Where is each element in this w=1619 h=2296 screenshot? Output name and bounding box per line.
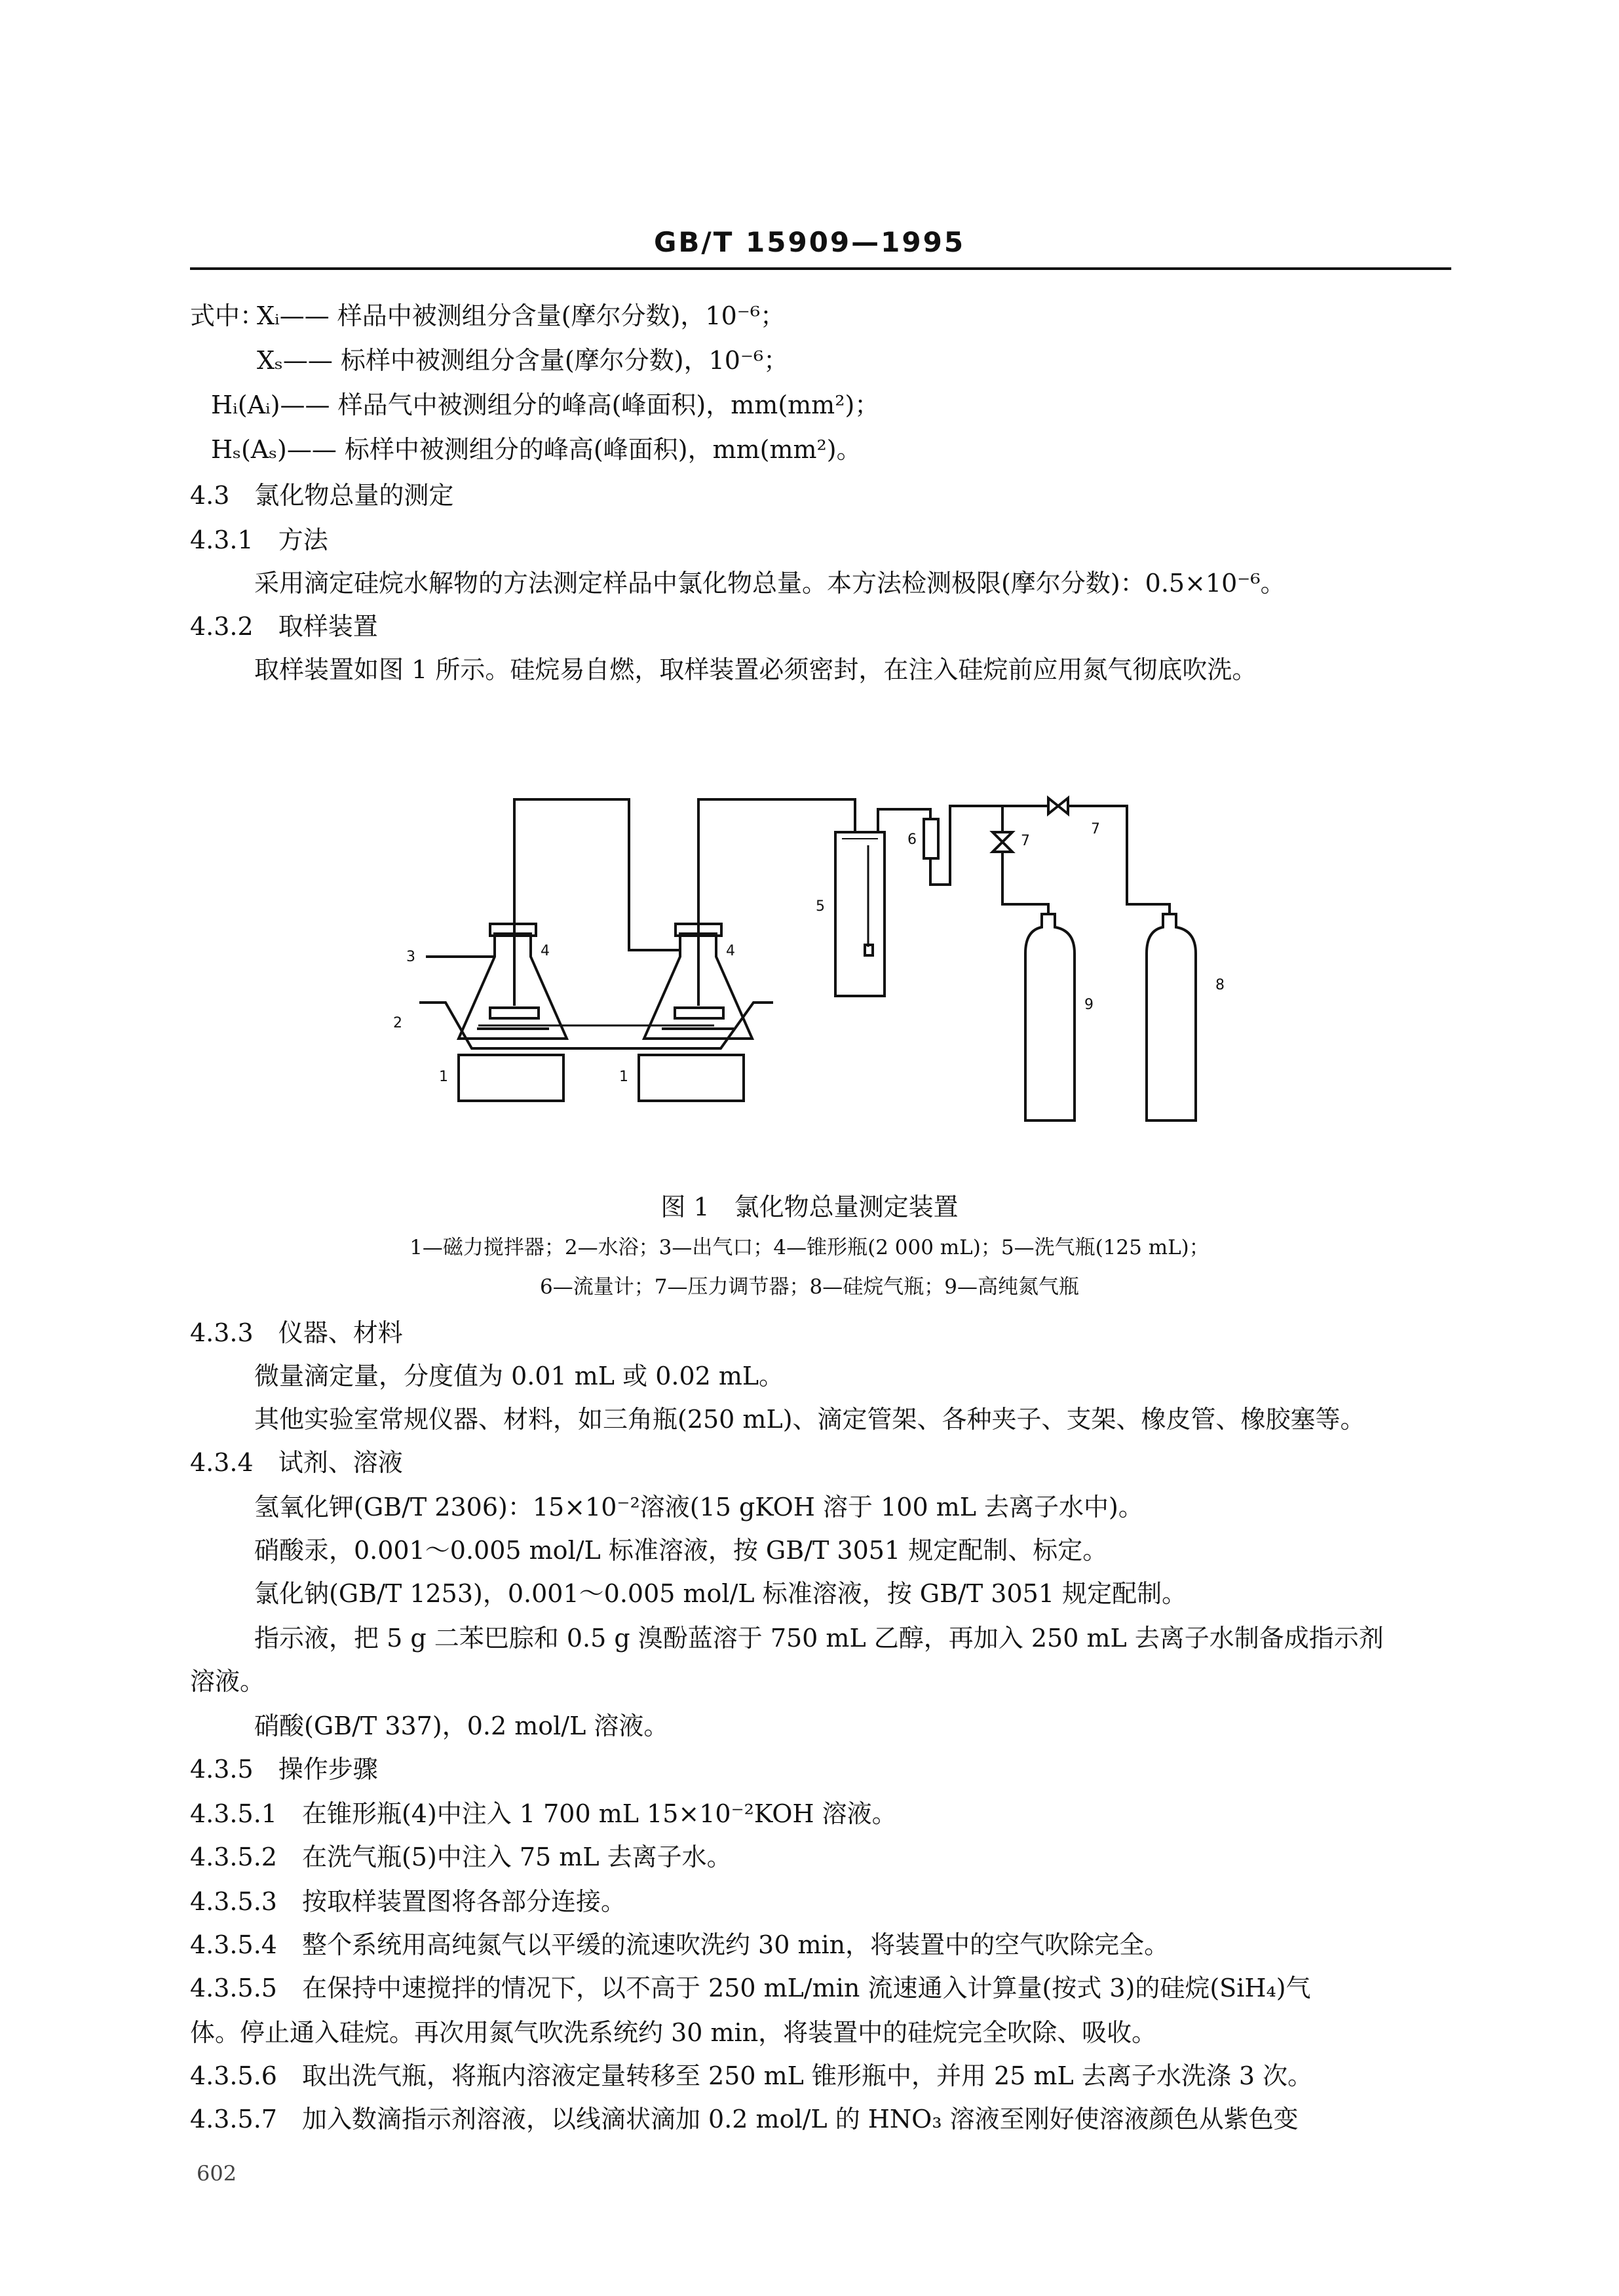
nitrogen-cylinder: [1025, 914, 1075, 1120]
section-4-3-1-title: 4.3.1 方法: [190, 526, 328, 554]
section-4-3-1-text: 采用滴定硅烷水解物的方法测定样品中氯化物总量。本方法检测极限(摩尔分数)：0.5×10⁻⁶。: [254, 569, 1286, 598]
label-water-bath: 2: [393, 1015, 402, 1031]
label-silane-cylinder: 8: [1215, 977, 1225, 993]
label-outlet: 3: [406, 949, 415, 965]
section-4-3-5-title: 4.3.5 操作步骤: [190, 1755, 378, 1784]
step-4-3-5-4: 4.3.5.4 整个系统用高纯氮气以平缓的流速吹洗约 30 min，将装置中的空气吹除完全。: [190, 1930, 1170, 1959]
section-4-3-4-p5: 硝酸(GB/T 337)，0.2 mol/L 溶液。: [254, 1712, 669, 1740]
section-4-3-3-p1: 微量滴定量，分度值为 0.01 mL 或 0.02 mL。: [254, 1362, 784, 1390]
step-4-3-5-6: 4.3.5.6 取出洗气瓶，将瓶内溶液定量转移至 250 mL 锥形瓶中，并用 25 mL 去离子水洗涤 3 次。: [190, 2061, 1313, 2090]
section-4-3-3-p2: 其他实验室常规仪器、材料，如三角瓶(250 mL)、滴定管架、各种夹子、支架、橡皮管、橡胶塞等。: [254, 1405, 1365, 1434]
section-4-3-2-text: 取样装置如图 1 所示。硅烷易自燃，取样装置必须密封，在注入硅烷前应用氮气彻底吹洗。: [254, 655, 1257, 684]
formula-legend-intro: 式中：: [190, 301, 265, 330]
pressure-regulator-n2: [993, 832, 1012, 852]
section-4-3-4-p4b: 溶液。: [190, 1667, 265, 1696]
step-4-3-5-2: 4.3.5.2 在洗气瓶(5)中注入 75 mL 去离子水。: [190, 1843, 732, 1871]
pressure-regulator-silane: [1048, 798, 1068, 814]
header-rule: [190, 267, 1451, 270]
silane-cylinder: [1147, 914, 1196, 1120]
label-flask-1: 4: [541, 943, 550, 959]
apparatus-diagram: [380, 773, 1271, 1127]
label-stirrer-2: 1: [619, 1069, 628, 1085]
magnetic-stirrer-1: [459, 1055, 563, 1101]
step-4-3-5-5a: 4.3.5.5 在保持中速搅拌的情况下，以不高于 250 mL/min 流速通入计算量(按式 3)的硅烷(SiH₄)气: [190, 1974, 1311, 2002]
legend-line-hs: Hₛ(Aₛ)—— 标样中被测组分的峰高(峰面积)，mm(mm²)。: [211, 435, 862, 464]
section-4-3-title: 4.3 氯化物总量的测定: [190, 481, 454, 510]
step-4-3-5-7: 4.3.5.7 加入数滴指示剂溶液，以线滴状滴加 0.2 mol/L 的 HNO₃ 溶液至刚好使溶液颜色从紫色变: [190, 2105, 1299, 2133]
figure-legend-line-2: 6—流量计；7—压力调节器；8—硅烷气瓶；9—高纯氮气瓶: [540, 1275, 1079, 1299]
label-regulator-silane: 7: [1091, 821, 1100, 837]
conical-flask-1: [459, 934, 567, 1039]
label-regulator-n2: 7: [1021, 833, 1030, 849]
wash-bottle: [835, 832, 885, 996]
step-4-3-5-5b: 体。停止通入硅烷。再次用氮气吹洗系统约 30 min，将装置中的硅烷完全吹除、吸收。: [190, 2018, 1157, 2047]
section-4-3-3-title: 4.3.3 仪器、材料: [190, 1318, 403, 1347]
figure-caption: 图 1 氯化物总量测定装置: [660, 1193, 959, 1221]
legend-line-xs: Xₛ—— 标样中被测组分含量(摩尔分数)，10⁻⁶；: [257, 346, 789, 375]
label-flowmeter: 6: [907, 832, 917, 848]
flowmeter: [924, 819, 938, 858]
page-number: 602: [197, 2161, 237, 2186]
page-header: GB/T 15909—1995: [653, 226, 966, 258]
section-4-3-4-p2: 硝酸汞，0.001～0.005 mol/L 标准溶液，按 GB/T 3051 规定配制、标定。: [254, 1536, 1108, 1565]
label-nitrogen-cylinder: 9: [1084, 997, 1094, 1013]
figure-legend-line-1: 1—磁力搅拌器；2—水浴；3—出气口；4—锥形瓶(2 000 mL)；5—洗气瓶(125 mL)；: [410, 1236, 1209, 1259]
legend-line-hi: Hᵢ(Aᵢ)—— 样品气中被测组分的峰高(峰面积)，mm(mm²)；: [211, 391, 880, 419]
section-4-3-4-p3: 氯化钠(GB/T 1253)，0.001～0.005 mol/L 标准溶液，按 GB/T 3051 规定配制。: [254, 1579, 1187, 1608]
section-4-3-4-p4a: 指示液，把 5 g 二苯巴腙和 0.5 g 溴酚蓝溶于 750 mL 乙醇，再加入 250 mL 去离子水制备成指示剂: [254, 1624, 1384, 1653]
step-4-3-5-1: 4.3.5.1 在锥形瓶(4)中注入 1 700 mL 15×10⁻²KOH 溶液。: [190, 1799, 897, 1828]
label-stirrer-1: 1: [439, 1069, 448, 1085]
magnetic-stirrer-2: [639, 1055, 744, 1101]
step-4-3-5-3: 4.3.5.3 按取样装置图将各部分连接。: [190, 1887, 626, 1916]
legend-line-xi: Xᵢ—— 样品中被测组分含量(摩尔分数)，10⁻⁶；: [257, 301, 786, 330]
label-flask-2: 4: [726, 943, 735, 959]
label-wash-bottle: 5: [816, 898, 825, 915]
section-4-3-4-p1: 氢氧化钾(GB/T 2306)：15×10⁻²溶液(15 gKOH 溶于 100 mL 去离子水中)。: [254, 1493, 1143, 1521]
section-4-3-2-title: 4.3.2 取样装置: [190, 612, 378, 641]
section-4-3-4-title: 4.3.4 试剂、溶液: [190, 1448, 403, 1477]
